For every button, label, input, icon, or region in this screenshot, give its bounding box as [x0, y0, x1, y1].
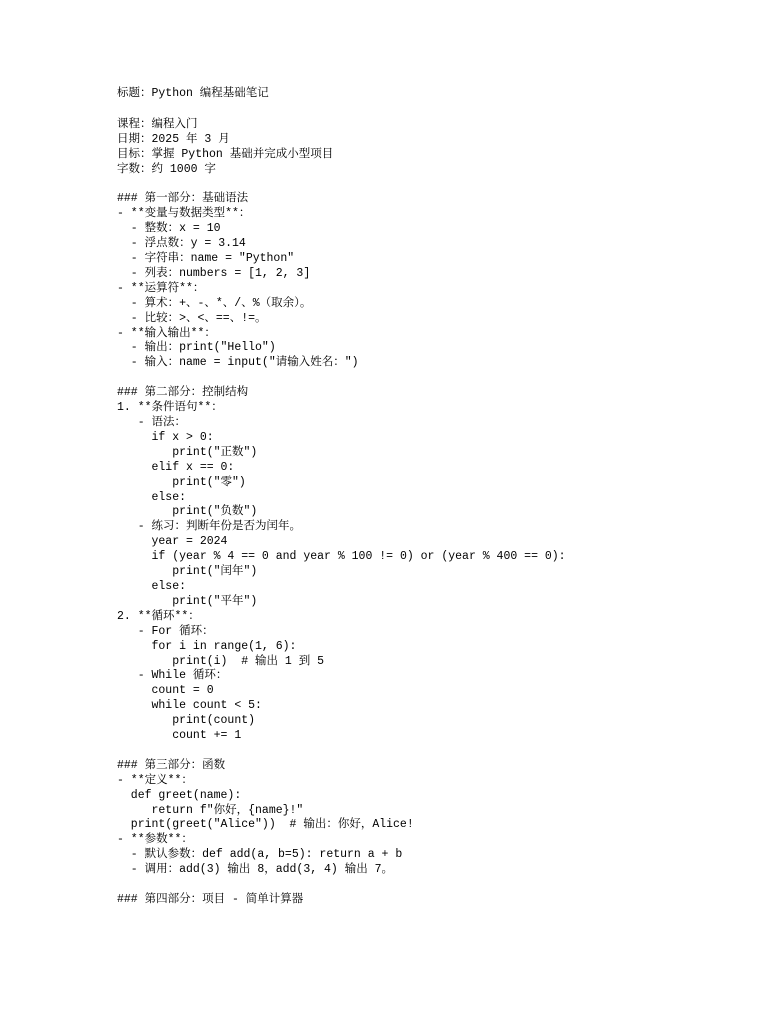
code-line: count = 0	[117, 684, 214, 698]
part4-heading: ### 第四部分：项目 - 简单计算器	[117, 892, 304, 906]
code-line: print(i) # 输出 1 到 5	[117, 654, 325, 668]
text-line: - 字符串：name = "Python"	[117, 252, 295, 266]
text-line: - 浮点数：y = 3.14	[117, 237, 246, 251]
text-line: - 练习：判断年份是否为闰年。	[117, 520, 302, 534]
document-page	[117, 87, 737, 908]
code-line: print("零")	[117, 475, 246, 489]
text-line: - While 循环：	[117, 669, 228, 683]
text-line: - **运算符**：	[117, 281, 205, 295]
part3-body	[117, 774, 737, 878]
text-line: - 默认参数：def add(a, b=5): return a + b	[117, 848, 403, 862]
spacer	[117, 744, 737, 759]
part1-heading: ### 第一部分：基础语法	[117, 192, 249, 206]
date-line: 日期：2025 年 3 月	[117, 132, 230, 146]
goal-line: 目标：掌握 Python 基础并完成小型项目	[117, 147, 334, 161]
text-line: - 列表：numbers = [1, 2, 3]	[117, 266, 311, 280]
text-line: - 整数：x = 10	[117, 222, 221, 236]
spacer	[117, 102, 737, 118]
text-line: - For 循环：	[117, 624, 214, 638]
code-line: if x > 0:	[117, 430, 214, 444]
spacer	[117, 371, 737, 386]
text-line: - **定义**：	[117, 773, 193, 787]
part2-heading: ### 第二部分：控制结构	[117, 386, 249, 400]
text-line: - 调用：add(3) 输出 8，add(3, 4) 输出 7。	[117, 863, 394, 877]
text-line: - 语法：	[117, 416, 187, 429]
doc-title: 标题：Python 编程基础笔记	[117, 87, 269, 100]
code-line: print("闰年")	[117, 565, 258, 579]
text-line: 1. **条件语句**：	[117, 401, 223, 415]
code-line: elif x == 0:	[117, 460, 235, 474]
code-line: count += 1	[117, 729, 242, 743]
code-line: print(greet("Alice")) # 输出：你好，Alice!	[117, 818, 414, 832]
code-line: else:	[117, 490, 187, 504]
text-line: - **变量与数据类型**：	[117, 207, 251, 221]
text-line: - 输入：name = input("请输入姓名：")	[117, 356, 359, 370]
code-line: print("正数")	[117, 445, 258, 459]
spacer	[117, 878, 737, 893]
code-line: for i in range(1, 6):	[117, 639, 297, 653]
course-line: 课程：编程入门	[117, 117, 198, 131]
code-line: def greet(name):	[117, 788, 242, 802]
code-line: while count < 5:	[117, 699, 262, 713]
part2-body	[117, 401, 737, 744]
word-count-line: 字数：约 1000 字	[117, 162, 216, 176]
part1-body	[117, 207, 737, 371]
text-line: - **参数**：	[117, 833, 193, 847]
part3-heading: ### 第三部分：函数	[117, 758, 226, 772]
code-line: if (year % 4 == 0 and year % 100 != 0) or (year % 400 == 0):	[117, 550, 566, 564]
text-line: 2. **循环**：	[117, 609, 200, 623]
code-line: print("平年")	[117, 594, 258, 608]
text-line: - 算术：+、-、*、/、%（取余）。	[117, 296, 312, 310]
code-line: return f"你好，{name}!"	[117, 803, 304, 817]
code-line: print("负数")	[117, 505, 258, 519]
text-line: - 比较：>、<、==、!=。	[117, 311, 267, 325]
code-line: year = 2024	[117, 535, 228, 549]
spacer	[117, 178, 737, 193]
text-line: - 输出：print("Hello")	[117, 341, 276, 355]
code-line: print(count)	[117, 714, 256, 728]
text-line: - **输入输出**：	[117, 326, 216, 340]
code-line: else:	[117, 579, 187, 593]
